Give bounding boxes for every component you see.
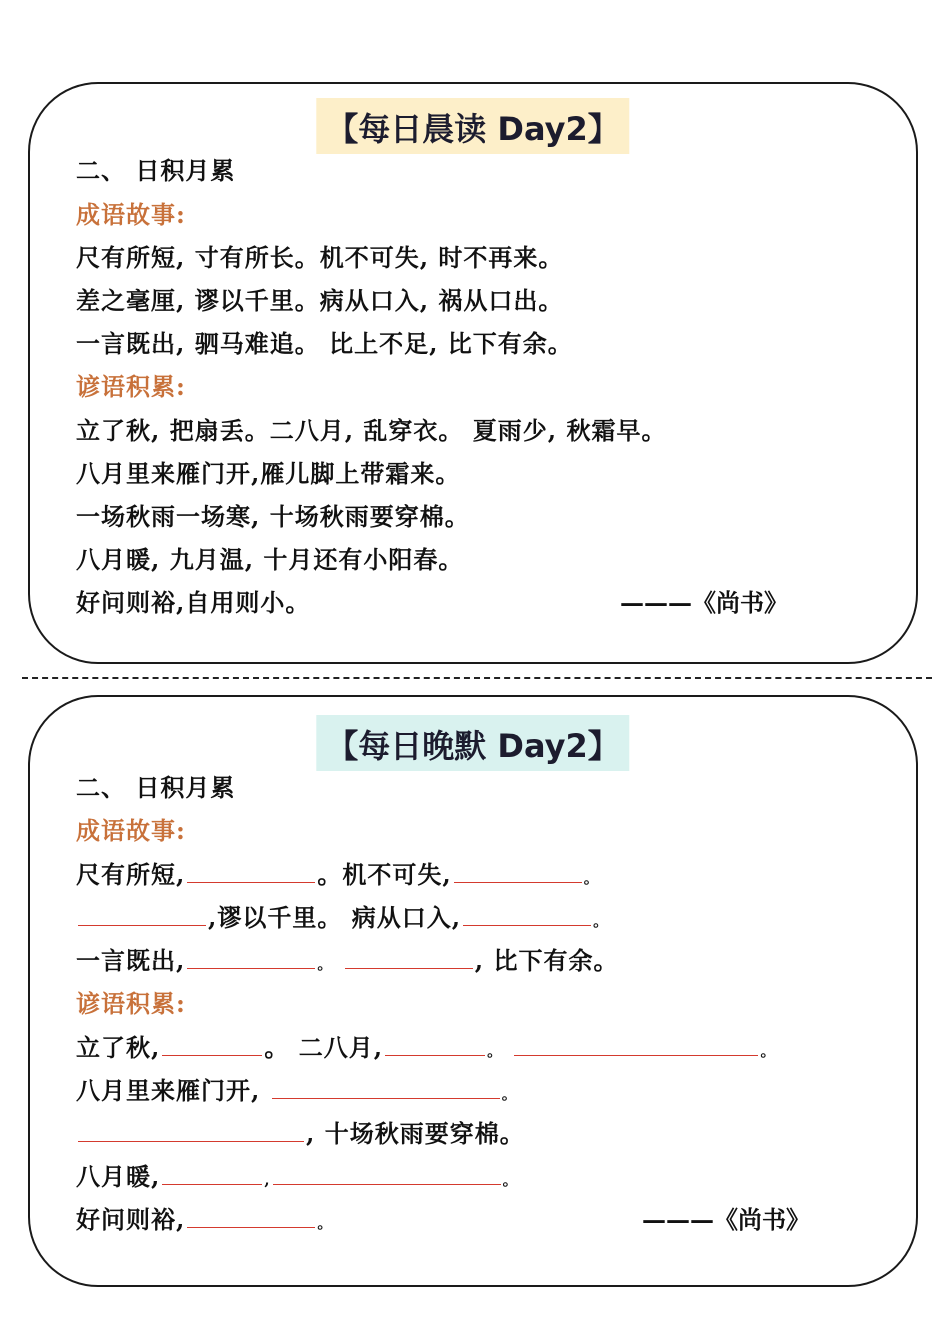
morning-attribution: ———《尚书》 xyxy=(620,588,788,617)
evening-dictation-card xyxy=(28,695,918,1287)
evening-proverb-line-3: , 十场秋雨要穿棉。 xyxy=(76,1117,525,1151)
evening-proverb-section: 谚语积累: xyxy=(76,989,186,1018)
answer-blank[interactable] xyxy=(514,1033,758,1056)
dashed-divider xyxy=(22,677,932,679)
evening-title: 【每日晚默 Day2】 xyxy=(316,715,629,771)
evening-proverb-line-5: 好问则裕, 。 xyxy=(76,1205,334,1234)
answer-blank[interactable] xyxy=(385,1033,485,1056)
answer-blank[interactable] xyxy=(162,1162,262,1185)
evening-proverb-line-2: 八月里来雁门开, 。 xyxy=(76,1076,518,1105)
morning-idiom-section: 成语故事: xyxy=(76,200,186,229)
morning-reading-card xyxy=(28,82,918,664)
morning-idiom-line-3: 一言既出, 驷马难追。 比上不足, 比下有余。 xyxy=(76,329,573,358)
morning-title: 【每日晨读 Day2】 xyxy=(316,98,629,154)
answer-blank[interactable] xyxy=(78,903,206,926)
answer-blank[interactable] xyxy=(187,946,315,969)
morning-proverb-line-5: 好问则裕,自用则小。 xyxy=(76,588,311,617)
evening-heading: 二、 日积月累 xyxy=(76,773,236,802)
answer-blank[interactable] xyxy=(454,860,582,883)
evening-idiom-line-2: ,谬以千里。 病从口入, 。 xyxy=(76,901,609,935)
morning-heading: 二、 日积月累 xyxy=(76,156,236,185)
evening-attribution: ———《尚书》 xyxy=(642,1205,810,1234)
evening-idiom-line-1: 尺有所短, 。机不可失, 。 xyxy=(76,860,600,889)
answer-blank[interactable] xyxy=(273,1162,501,1185)
answer-blank[interactable] xyxy=(162,1033,262,1056)
evening-idiom-section: 成语故事: xyxy=(76,816,186,845)
answer-blank[interactable] xyxy=(78,1119,304,1142)
morning-idiom-line-2: 差之毫厘, 谬以千里。病从口入, 祸从口出。 xyxy=(76,286,564,315)
evening-proverb-line-1: 立了秋, 。 二八月, 。 。 xyxy=(76,1033,777,1062)
morning-proverb-line-4: 八月暖, 九月温, 十月还有小阳春。 xyxy=(76,545,464,574)
answer-blank[interactable] xyxy=(187,1205,315,1228)
morning-proverb-line-1: 立了秋, 把扇丢。二八月, 乱穿衣。 夏雨少, 秋霜早。 xyxy=(76,416,667,445)
answer-blank[interactable] xyxy=(463,903,591,926)
answer-blank[interactable] xyxy=(345,946,473,969)
morning-proverb-section: 谚语积累: xyxy=(76,372,186,401)
morning-proverb-line-3: 一场秋雨一场寒, 十场秋雨要穿棉。 xyxy=(76,502,470,531)
evening-idiom-line-3: 一言既出, 。 , 比下有余。 xyxy=(76,946,619,975)
morning-proverb-line-2: 八月里来雁门开,雁儿脚上带霜来。 xyxy=(76,459,461,488)
answer-blank[interactable] xyxy=(272,1076,500,1099)
evening-proverb-line-4: 八月暖, , 。 xyxy=(76,1162,519,1191)
answer-blank[interactable] xyxy=(187,860,315,883)
morning-idiom-line-1: 尺有所短, 寸有所长。机不可失, 时不再来。 xyxy=(76,243,564,272)
